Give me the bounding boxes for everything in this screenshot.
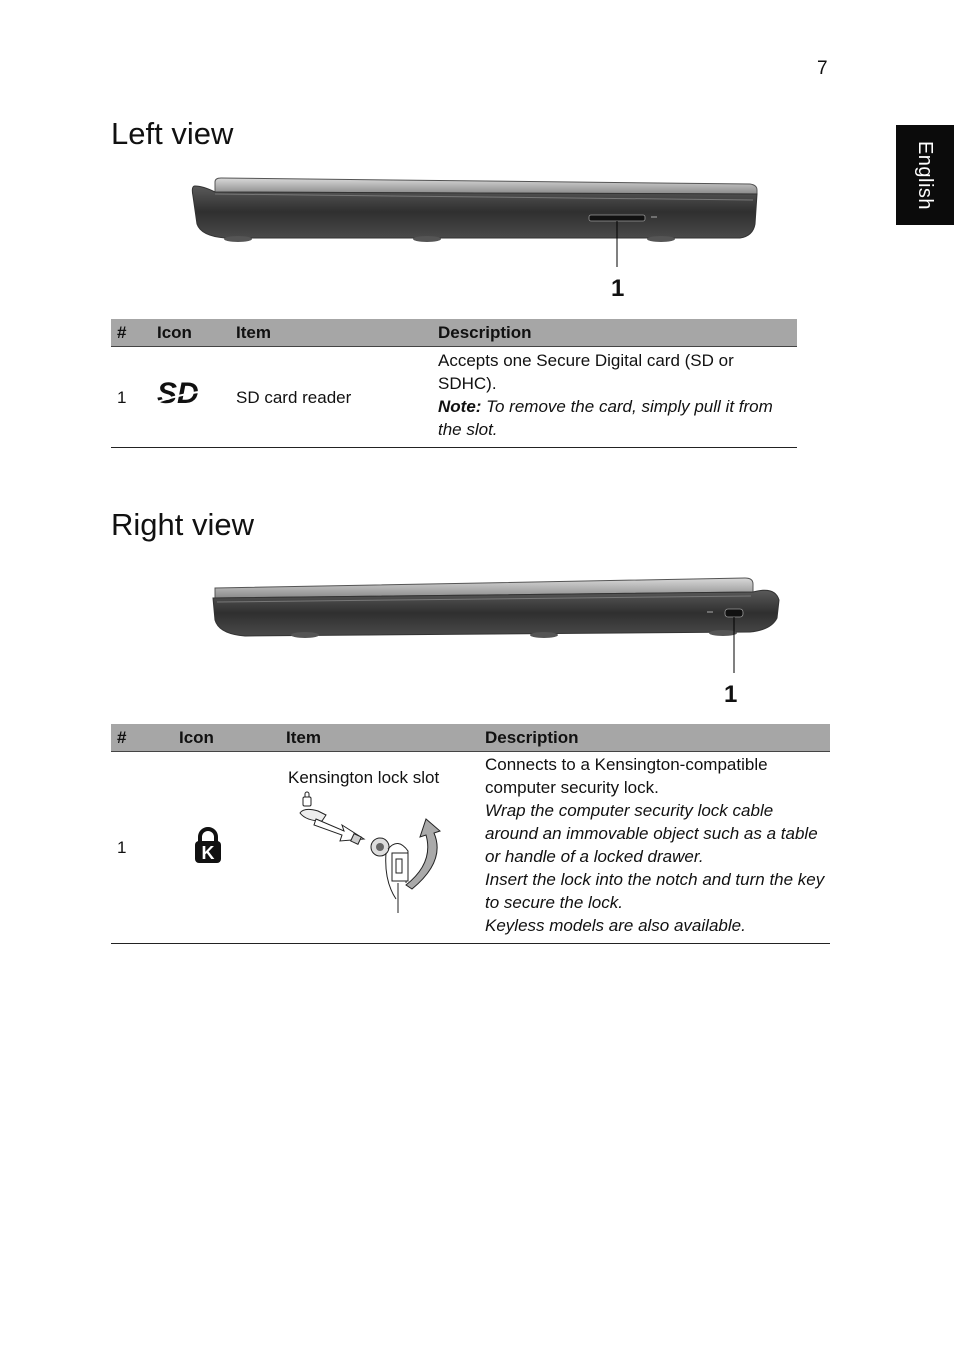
kensington-lock-icon — [193, 826, 223, 864]
left-view-callout: 1 — [611, 275, 625, 302]
svg-text:SD: SD — [157, 380, 199, 408]
table-row — [111, 347, 797, 448]
row-item: Kensington lock slot — [288, 768, 440, 787]
row-num: 1 — [111, 347, 151, 448]
right-view-table — [111, 724, 830, 944]
row-instruction-3: Keyless models are also available. — [485, 915, 746, 935]
row-icon-cell — [151, 347, 230, 448]
sd-slot — [589, 215, 645, 221]
sd-card-icon — [157, 380, 219, 408]
language-tab — [896, 125, 954, 225]
kensington-slot — [725, 609, 743, 617]
right-view-callout: 1 — [724, 681, 738, 708]
page-number: 7 — [817, 58, 828, 79]
svg-text:K: K — [201, 842, 215, 863]
header-item: Item — [230, 319, 432, 347]
header-description: Description — [432, 319, 797, 347]
row-note — [438, 395, 783, 441]
header-description: Description — [479, 724, 830, 752]
header-num: # — [111, 724, 173, 752]
row-description: Accepts one Secure Digital card (SD or SDHC). — [438, 351, 734, 393]
right-view-title: Right view — [111, 507, 254, 542]
row-description-cell — [432, 347, 797, 448]
row-instruction-2: Insert the lock into the notch and turn the key to secure the lock. — [485, 869, 825, 912]
header-item: Item — [280, 724, 479, 752]
row-description: Connects to a Kensington-compatible computer security lock. — [485, 754, 768, 797]
row-item-cell — [280, 752, 479, 944]
row-instruction-1: Wrap the computer security lock cable around an immovable object such as a table or handle of a locked drawer. — [485, 800, 818, 866]
row-item: SD card reader — [230, 347, 432, 448]
header-num: # — [111, 319, 151, 347]
header-icon: Icon — [151, 319, 230, 347]
table-row — [111, 752, 830, 944]
note-label: Note: — [438, 397, 482, 416]
row-icon-cell — [173, 752, 280, 944]
language-tab-label: English — [914, 140, 937, 210]
left-view-title: Left view — [111, 116, 234, 151]
header-icon: Icon — [173, 724, 280, 752]
row-num: 1 — [111, 752, 173, 944]
laptop-right-side-image — [205, 572, 795, 682]
left-view-table — [111, 319, 797, 448]
lock-install-illustration — [286, 791, 446, 915]
row-description-cell — [479, 752, 830, 944]
note-text: To remove the card, simply pull it from the slot. — [438, 397, 773, 439]
laptop-left-side-image — [185, 172, 770, 272]
